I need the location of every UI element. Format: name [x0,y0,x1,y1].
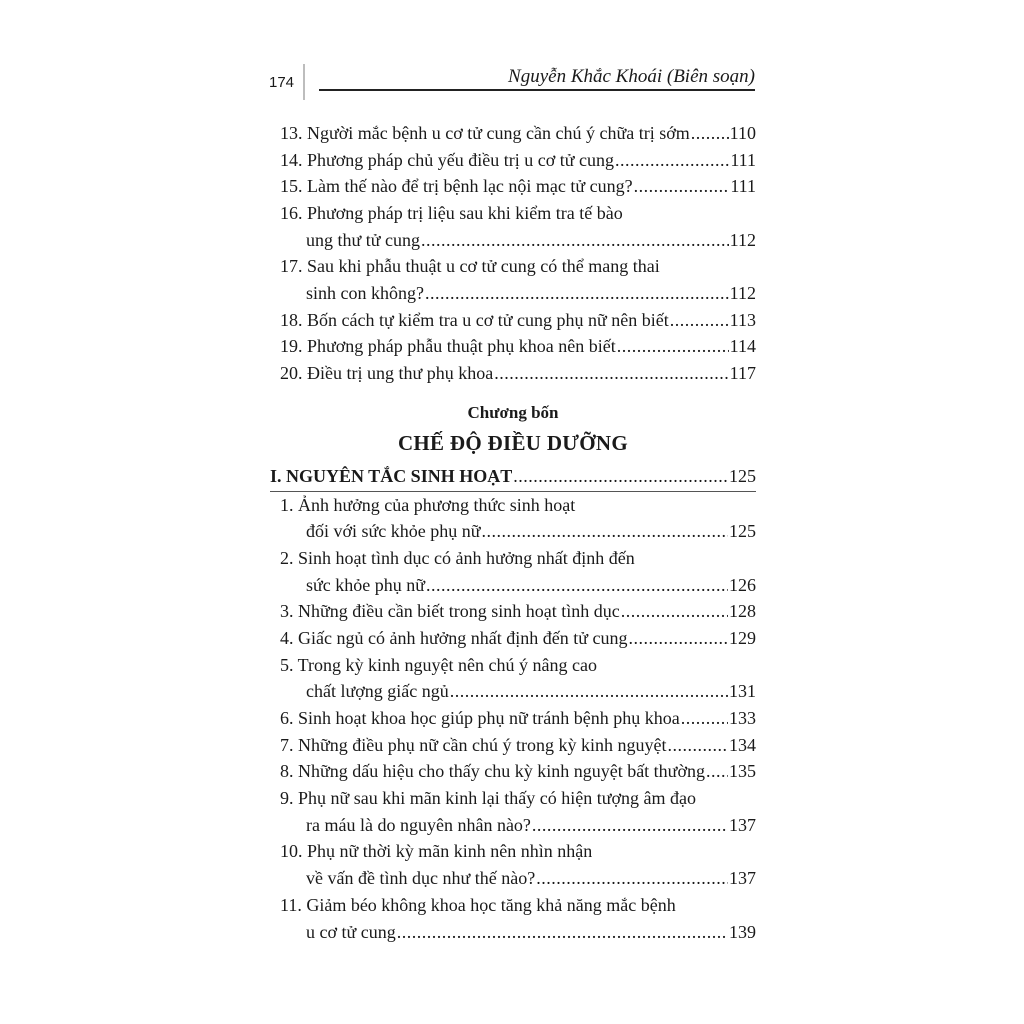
toc-page-number: 137 [729,868,756,889]
toc-section-title: I. NGUYÊN TẮC SINH HOẠT [270,465,513,486]
toc-entry [270,334,756,361]
toc-page-number: 117 [729,363,756,384]
toc-page-number: 114 [729,336,756,357]
toc-page-number: 112 [729,283,756,304]
header-divider-vertical [303,64,305,100]
toc-page-number: 135 [729,761,756,782]
toc-leader-dots [615,147,729,174]
toc-entry [270,598,756,625]
toc-leader-dots [628,625,728,652]
toc-leader-dots [691,120,729,147]
toc-leader-dots [681,705,728,732]
toc-page-number: 134 [729,734,756,755]
toc-entry-text: 14. Phương pháp chủ yếu điều trị u cơ tử cung [280,149,614,170]
toc-leader-dots [536,865,728,892]
toc-entry-text: 4. Giấc ngủ có ảnh hưởng nhất định đến tử cung [280,627,628,648]
toc-entry-text: 1. Ảnh hưởng của phương thức sinh hoạt [280,494,576,515]
toc-page-number: 129 [729,627,756,648]
toc-leader-dots [421,227,729,254]
toc-leader-dots [494,360,728,387]
toc-entry-text: về vấn đề tình dục như thế nào? [306,868,536,889]
toc-entry-text: 3. Những điều cần biết trong sinh hoạt tình dục [280,601,620,622]
toc-list-top [270,120,756,387]
toc-entry-text: 7. Những điều phụ nữ cần chú ý trong kỳ kinh nguyệt [280,734,667,755]
toc-entry [270,173,756,200]
toc-entry-text: 19. Phương pháp phẫu thuật phụ khoa nên biết [280,336,616,357]
page-header [265,62,755,102]
toc-entry-text: sinh con không? [306,283,424,304]
toc-page-number: 131 [729,681,756,702]
running-head: Nguyễn Khắc Khoái (Biên soạn) [508,66,755,87]
toc-entry [270,652,756,705]
toc-page-number: 110 [729,122,756,143]
toc-entry [270,732,756,759]
toc-entry [270,307,756,334]
toc-page-number: 125 [729,521,756,542]
toc-leader-dots [482,518,728,545]
toc-entry-text: 8. Những dấu hiệu cho thấy chu kỳ kinh nguyệt bất thường [280,761,705,782]
toc-page-number: 112 [729,229,756,250]
toc-page-number: 133 [729,708,756,729]
toc-entry-text: 15. Làm thế nào để trị bệnh lạc nội mạc tử cung? [280,176,633,197]
toc-leader-dots [617,333,729,360]
toc-entry-text: u cơ tử cung [306,921,396,942]
toc-entry [270,253,756,306]
toc-leader-dots [425,280,729,307]
toc-entry [270,839,756,892]
toc-entry-text: 11. Giảm béo không khoa học tăng khả năng mắc bệnh [280,894,676,915]
toc-entry-text: 16. Phương pháp trị liệu sau khi kiểm tra tế bào [280,203,623,224]
chapter-subtitle: Chương bốn [467,402,559,422]
toc-entry [270,492,756,545]
toc-leader-dots [706,758,728,785]
toc-entry-text: 17. Sau khi phẫu thuật u cơ tử cung có thể mang thai [280,256,660,277]
toc-entry-text: ung thư tử cung [306,229,421,250]
header-rule [319,89,755,91]
toc-leader-dots [621,598,728,625]
toc-page-number: 113 [729,309,756,330]
toc-leader-dots [667,732,728,759]
toc-entry [270,120,756,147]
toc-list-bottom [270,492,756,946]
toc-page-number: 139 [729,921,756,942]
table-of-contents [270,120,756,945]
toc-entry-text: 20. Điều trị ung thư phụ khoa [280,363,494,384]
toc-entry [270,785,756,838]
toc-entry-text: ra máu là do nguyên nhân nào? [306,814,531,835]
toc-entry [270,147,756,174]
toc-page-number: 125 [729,465,756,486]
toc-page-number: 126 [729,574,756,595]
toc-entry [270,625,756,652]
toc-page-number: 137 [729,814,756,835]
toc-entry-text: 2. Sinh hoạt tình dục có ảnh hưởng nhất định đến [280,547,635,568]
toc-leader-dots [634,173,730,200]
toc-entry-text: sức khỏe phụ nữ [306,574,425,595]
toc-entry [270,705,756,732]
toc-leader-dots [450,678,728,705]
toc-section-entry [270,463,756,490]
toc-leader-dots [532,812,728,839]
toc-entry-text: 9. Phụ nữ sau khi mãn kinh lại thấy có hiện tượng âm đạo [280,788,696,809]
toc-entry-text: chất lượng giấc ngủ [306,681,449,702]
toc-page-number: 111 [730,149,756,170]
toc-page-number: 128 [729,601,756,622]
toc-leader-dots [397,919,728,946]
chapter-title: CHẾ ĐỘ ĐIỀU DƯỠNG [397,430,629,455]
toc-entry [270,758,756,785]
page-number: 174 [269,74,295,91]
toc-entry [270,200,756,253]
toc-entry [270,360,756,387]
toc-leader-dots [426,572,728,599]
toc-entry [270,545,756,598]
toc-entry [270,892,756,945]
toc-page-number: 111 [730,176,756,197]
toc-entry-text: 18. Bốn cách tự kiểm tra u cơ tử cung phụ nữ nên biết [280,309,669,330]
toc-entry-text: 6. Sinh hoạt khoa học giúp phụ nữ tránh bệnh phụ khoa [280,708,680,729]
toc-entry-text: 13. Người mắc bệnh u cơ tử cung cần chú ý chữa trị sớm [280,122,690,143]
toc-entry-text: đối với sức khỏe phụ nữ [306,521,481,542]
toc-entry-text: 5. Trong kỳ kinh nguyệt nên chú ý nâng cao [280,654,597,675]
toc-leader-dots [670,307,729,334]
toc-entry-text: 10. Phụ nữ thời kỳ mãn kinh nên nhìn nhận [280,841,593,862]
toc-leader-dots [513,463,728,490]
